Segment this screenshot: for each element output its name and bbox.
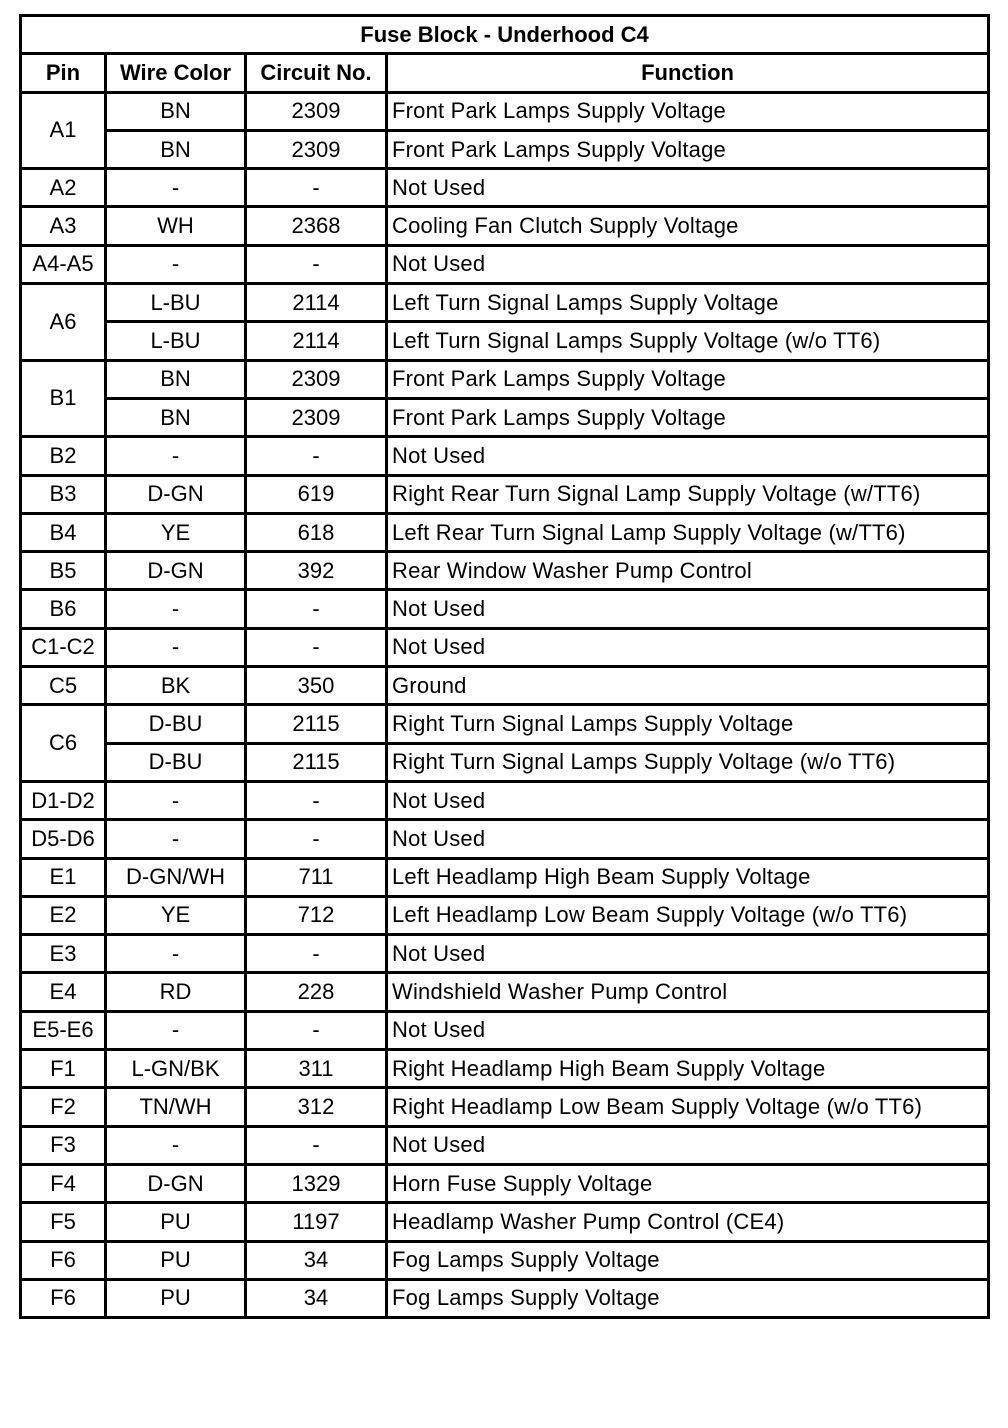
table-row [21, 896, 989, 934]
function-cell: Left Rear Turn Signal Lamp Supply Voltage (w/TT6) [387, 513, 989, 551]
pin-cell: C6 [21, 705, 106, 782]
wire-color-cell: WH [106, 207, 246, 245]
wire-color-cell: PU [106, 1241, 246, 1279]
circuit-number-cell: - [246, 1126, 387, 1164]
circuit-number-cell: 2368 [246, 207, 387, 245]
circuit-number-cell: 2115 [246, 743, 387, 781]
connector-pinout-table [19, 14, 990, 1319]
pin-cell: F6 [21, 1279, 106, 1317]
function-cell: Left Headlamp Low Beam Supply Voltage (w/o TT6) [387, 896, 989, 934]
wire-color-cell: - [106, 628, 246, 666]
table-row [21, 437, 989, 475]
table-row [21, 935, 989, 973]
table-title: Fuse Block - Underhood C4 [21, 16, 989, 54]
table-row [21, 284, 989, 322]
table-row [21, 1203, 989, 1241]
circuit-number-cell: 2114 [246, 322, 387, 360]
wire-color-cell: BN [106, 398, 246, 436]
pin-cell: F3 [21, 1126, 106, 1164]
table-row [21, 628, 989, 666]
pin-cell: E3 [21, 935, 106, 973]
wire-color-cell: L-BU [106, 322, 246, 360]
table-row [21, 169, 989, 207]
pin-cell: A3 [21, 207, 106, 245]
pin-cell: B2 [21, 437, 106, 475]
function-cell: Cooling Fan Clutch Supply Voltage [387, 207, 989, 245]
wire-color-cell: D-GN/WH [106, 858, 246, 896]
pin-cell: B5 [21, 552, 106, 590]
table-row [21, 1050, 989, 1088]
circuit-number-cell: 2309 [246, 130, 387, 168]
circuit-number-cell: - [246, 935, 387, 973]
wire-color-cell: PU [106, 1203, 246, 1241]
wire-color-cell: D-BU [106, 743, 246, 781]
pin-cell: F2 [21, 1088, 106, 1126]
function-cell: Fog Lamps Supply Voltage [387, 1279, 989, 1317]
table-row [21, 820, 989, 858]
pin-cell: F6 [21, 1241, 106, 1279]
table-row [21, 858, 989, 896]
table-row [21, 475, 989, 513]
pin-cell: F5 [21, 1203, 106, 1241]
table-row [21, 513, 989, 551]
function-cell: Rear Window Washer Pump Control [387, 552, 989, 590]
header-pin: Pin [21, 54, 106, 92]
function-cell: Right Rear Turn Signal Lamp Supply Voltage (w/TT6) [387, 475, 989, 513]
circuit-number-cell: - [246, 590, 387, 628]
pin-cell: B3 [21, 475, 106, 513]
wire-color-cell: YE [106, 896, 246, 934]
pin-cell: C5 [21, 667, 106, 705]
wire-color-cell: - [106, 169, 246, 207]
circuit-number-cell: 311 [246, 1050, 387, 1088]
function-cell: Right Headlamp Low Beam Supply Voltage (w/o TT6) [387, 1088, 989, 1126]
table-row [21, 552, 989, 590]
table-row [21, 705, 989, 743]
function-cell: Fog Lamps Supply Voltage [387, 1241, 989, 1279]
function-cell: Not Used [387, 169, 989, 207]
table-row [21, 667, 989, 705]
wire-color-cell: BN [106, 92, 246, 130]
circuit-number-cell: - [246, 628, 387, 666]
function-cell: Front Park Lamps Supply Voltage [387, 92, 989, 130]
table-row [21, 92, 989, 130]
circuit-number-cell: 618 [246, 513, 387, 551]
wire-color-cell: D-BU [106, 705, 246, 743]
title-row [21, 16, 989, 54]
table-row [21, 130, 989, 168]
function-cell: Not Used [387, 781, 989, 819]
function-cell: Ground [387, 667, 989, 705]
table-row [21, 781, 989, 819]
circuit-number-cell: 1329 [246, 1164, 387, 1202]
circuit-number-cell: 712 [246, 896, 387, 934]
function-cell: Left Headlamp High Beam Supply Voltage [387, 858, 989, 896]
pin-cell: A1 [21, 92, 106, 169]
pin-cell: E4 [21, 973, 106, 1011]
function-cell: Not Used [387, 935, 989, 973]
circuit-number-cell: - [246, 781, 387, 819]
pin-cell: C1-C2 [21, 628, 106, 666]
function-cell: Left Turn Signal Lamps Supply Voltage [387, 284, 989, 322]
function-cell: Headlamp Washer Pump Control (CE4) [387, 1203, 989, 1241]
table-row [21, 322, 989, 360]
pin-cell: B1 [21, 360, 106, 437]
wire-color-cell: - [106, 820, 246, 858]
wire-color-cell: BN [106, 130, 246, 168]
function-cell: Not Used [387, 1011, 989, 1049]
function-cell: Right Turn Signal Lamps Supply Voltage [387, 705, 989, 743]
function-cell: Not Used [387, 245, 989, 283]
table-row [21, 1126, 989, 1164]
pin-cell: E5-E6 [21, 1011, 106, 1049]
pin-cell: D5-D6 [21, 820, 106, 858]
circuit-number-cell: 2114 [246, 284, 387, 322]
table-row [21, 973, 989, 1011]
circuit-number-cell: - [246, 437, 387, 475]
wire-color-cell: D-GN [106, 552, 246, 590]
header-wire-color: Wire Color [106, 54, 246, 92]
function-cell: Not Used [387, 820, 989, 858]
wire-color-cell: D-GN [106, 475, 246, 513]
pin-cell: B4 [21, 513, 106, 551]
wire-color-cell: PU [106, 1279, 246, 1317]
wire-color-cell: - [106, 781, 246, 819]
circuit-number-cell: 2309 [246, 92, 387, 130]
function-cell: Front Park Lamps Supply Voltage [387, 360, 989, 398]
table-row [21, 245, 989, 283]
wire-color-cell: L-BU [106, 284, 246, 322]
wire-color-cell: - [106, 245, 246, 283]
pin-cell: E2 [21, 896, 106, 934]
circuit-number-cell: 2309 [246, 360, 387, 398]
circuit-number-cell: 34 [246, 1241, 387, 1279]
wire-color-cell: RD [106, 973, 246, 1011]
circuit-number-cell: - [246, 169, 387, 207]
circuit-number-cell: 1197 [246, 1203, 387, 1241]
circuit-number-cell: 312 [246, 1088, 387, 1126]
table-row [21, 1011, 989, 1049]
pin-cell: F1 [21, 1050, 106, 1088]
circuit-number-cell: 34 [246, 1279, 387, 1317]
wire-color-cell: - [106, 590, 246, 628]
pin-cell: E1 [21, 858, 106, 896]
circuit-number-cell: 350 [246, 667, 387, 705]
wire-color-cell: BK [106, 667, 246, 705]
pin-cell: A6 [21, 284, 106, 361]
table-row [21, 1241, 989, 1279]
table-row [21, 1088, 989, 1126]
wire-color-cell: - [106, 1011, 246, 1049]
circuit-number-cell: 392 [246, 552, 387, 590]
function-cell: Not Used [387, 1126, 989, 1164]
table-row [21, 398, 989, 436]
circuit-number-cell: - [246, 245, 387, 283]
connector-table-container [19, 14, 990, 1319]
function-cell: Horn Fuse Supply Voltage [387, 1164, 989, 1202]
function-cell: Left Turn Signal Lamps Supply Voltage (w/o TT6) [387, 322, 989, 360]
table-row [21, 1164, 989, 1202]
wire-color-cell: - [106, 1126, 246, 1164]
wire-color-cell: D-GN [106, 1164, 246, 1202]
circuit-number-cell: - [246, 1011, 387, 1049]
pin-cell: B6 [21, 590, 106, 628]
header-function: Function [387, 54, 989, 92]
circuit-number-cell: 711 [246, 858, 387, 896]
circuit-number-cell: 2115 [246, 705, 387, 743]
pin-cell: D1-D2 [21, 781, 106, 819]
function-cell: Right Turn Signal Lamps Supply Voltage (w/o TT6) [387, 743, 989, 781]
table-row [21, 207, 989, 245]
table-row [21, 360, 989, 398]
function-cell: Front Park Lamps Supply Voltage [387, 130, 989, 168]
wire-color-cell: YE [106, 513, 246, 551]
circuit-number-cell: - [246, 820, 387, 858]
pin-cell: F4 [21, 1164, 106, 1202]
table-row [21, 743, 989, 781]
function-cell: Right Headlamp High Beam Supply Voltage [387, 1050, 989, 1088]
wire-color-cell: L-GN/BK [106, 1050, 246, 1088]
circuit-number-cell: 619 [246, 475, 387, 513]
wire-color-cell: - [106, 935, 246, 973]
function-cell: Front Park Lamps Supply Voltage [387, 398, 989, 436]
table-body [21, 92, 989, 1318]
header-row [21, 54, 989, 92]
circuit-number-cell: 2309 [246, 398, 387, 436]
function-cell: Windshield Washer Pump Control [387, 973, 989, 1011]
circuit-number-cell: 228 [246, 973, 387, 1011]
table-row [21, 1279, 989, 1317]
wire-color-cell: BN [106, 360, 246, 398]
function-cell: Not Used [387, 590, 989, 628]
pin-cell: A2 [21, 169, 106, 207]
function-cell: Not Used [387, 628, 989, 666]
header-circuit-no: Circuit No. [246, 54, 387, 92]
wire-color-cell: - [106, 437, 246, 475]
pin-cell: A4-A5 [21, 245, 106, 283]
wire-color-cell: TN/WH [106, 1088, 246, 1126]
function-cell: Not Used [387, 437, 989, 475]
table-row [21, 590, 989, 628]
